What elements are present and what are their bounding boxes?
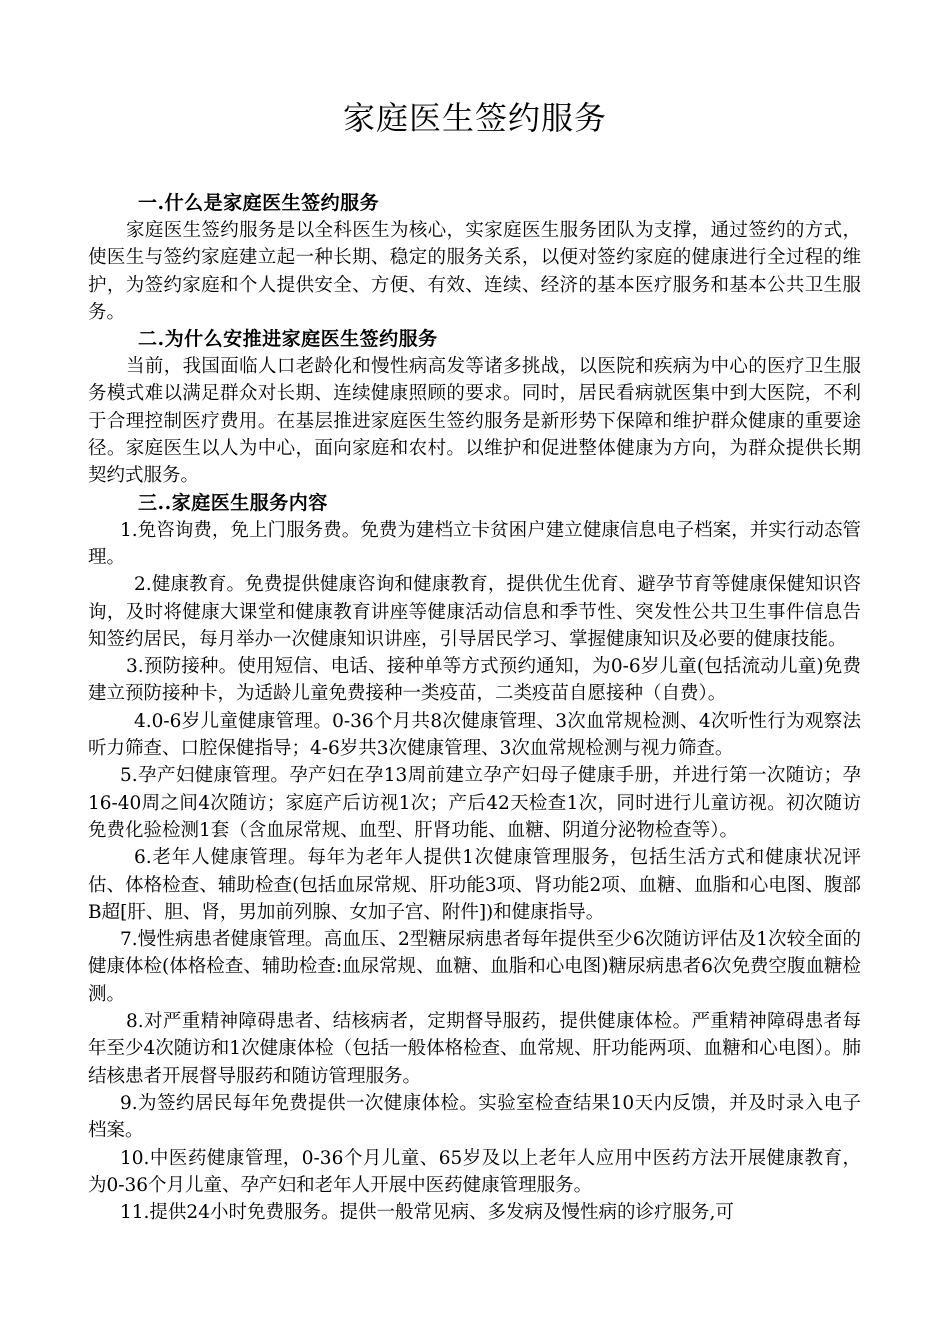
section-2-paragraph: 当前，我国面临人口老龄化和慢性病高发等诸多挑战，以医院和疾病为中心的医疗卫生服务模式难以满足群众对长期、连续健康照顾的要求。同时，居民看病就医集中到大医院，不利于合理控制医疗费用。在基层推进家庭医生签约服务是新形势下保障和维护群众健康的重要途径。家庭医生以人为中心，面向家庭和农村。以维护和促进整体健康为方向，为群众提供长期契约式服务。	[88, 356, 861, 487]
service-item-1: 1.免咨询费，免上门服务费。免费为建档立卡贫困户建立健康信息电子档案，并实行动态管理。	[88, 519, 861, 568]
section-1-paragraph: 家庭医生签约服务是以全科医生为核心，实家庭医生服务团队为支撑，通过签约的方式，使医生与签约家庭建立起一种长期、稳定的服务关系，以便对签约家庭的健康进行全过程的维护，为签约家庭和个人提供安全、方便、有效、连续、经济的基本医疗服务和基本公共卫生服务。	[88, 220, 861, 323]
section-heading-3: 三..家庭医生服务内容	[138, 491, 328, 514]
service-item-2: 2.健康教育。免费提供健康咨询和健康教育，提供优生优育、避孕节育等健康保健知识咨询，及时将健康大课堂和健康教育讲座等健康活动信息和季节性、突发性公共卫生事件信息告知签约居民，每月举办一次健康知识讲座，引导居民学习、掌握健康知识及必要的健康技能。	[88, 574, 861, 650]
service-item-5: 5.孕产妇健康管理。孕产妇在孕13周前建立孕产妇母子健康手册，并进行第一次随访；孕16-40周之间4次随访；家庭产后访视1次；产后42天检查1次，同时进行儿童访视。初次随访免费化验检测1套（含血尿常规、血型、肝肾功能、血糖、阴道分泌物检查等）。	[88, 765, 861, 841]
service-item-8: 8.对严重精神障碍患者、结核病者，定期督导服药，提供健康体检。严重精神障碍患者每年至少4次随访和1次健康体检（包括一般体格检查、血常规、肝功能两项、血糖和心电图）。肺结核患者开展督导服药和随访管理服务。	[88, 1011, 861, 1087]
section-heading-1: 一.什么是家庭医生签约服务	[138, 192, 380, 214]
service-item-10: 10.中医药健康管理，0-36个月儿童、65岁及以上老年人应用中医药方法开展健康教育，为0-36个月儿童、孕产妇和老年人开展中医药健康管理服务。	[88, 1147, 861, 1196]
service-item-9: 9.为签约居民每年免费提供一次健康体检。实验室检查结果10天内反馈，并及时录入电子档案。	[88, 1092, 861, 1142]
document-title: 家庭医生签约服务	[342, 99, 607, 137]
document-body	[88, 190, 861, 1226]
service-item-11: 11.提供24小时免费服务。提供一般常见病、多发病及慢性病的诊疗服务,可	[120, 1202, 734, 1224]
service-item-4: 4.0-6岁儿童健康管理。0-36个月共8次健康管理、3次血常规检测、4次听性行为观察法听力筛查、口腔保健指导；4-6岁共3次健康管理、3次血常规检测与视力筛查。	[88, 710, 861, 760]
service-item-7: 7.慢性病患者健康管理。高血压、2型糖尿病患者每年提供至少6次随访评估及1次较全面的健康体检(体格检查、辅助检查:血尿常规、血糖、血脂和心电图)糖尿病患者6次免费空腹血糖检测。	[88, 929, 861, 1005]
section-heading-2: 二.为什么安推进家庭医生签约服务	[138, 328, 438, 351]
service-item-3: 3.预防接种。使用短信、电话、接种单等方式预约通知，为0-6岁儿童(包括流动儿童)免费建立预防接种卡，为适龄儿童免费接种一类疫苗，二类疫苗自愿接种（自费）。	[88, 656, 861, 705]
service-item-6: 6.老年人健康管理。每年为老年人提供1次健康管理服务，包括生活方式和健康状况评估、体格检查、辅助检查(包括血尿常规、肝功能3项、肾功能2项、血糖、血脂和心电图、腹部B超[肝、胆、肾，男加前列腺、女加子宫、附件])和健康指导。	[88, 847, 861, 923]
